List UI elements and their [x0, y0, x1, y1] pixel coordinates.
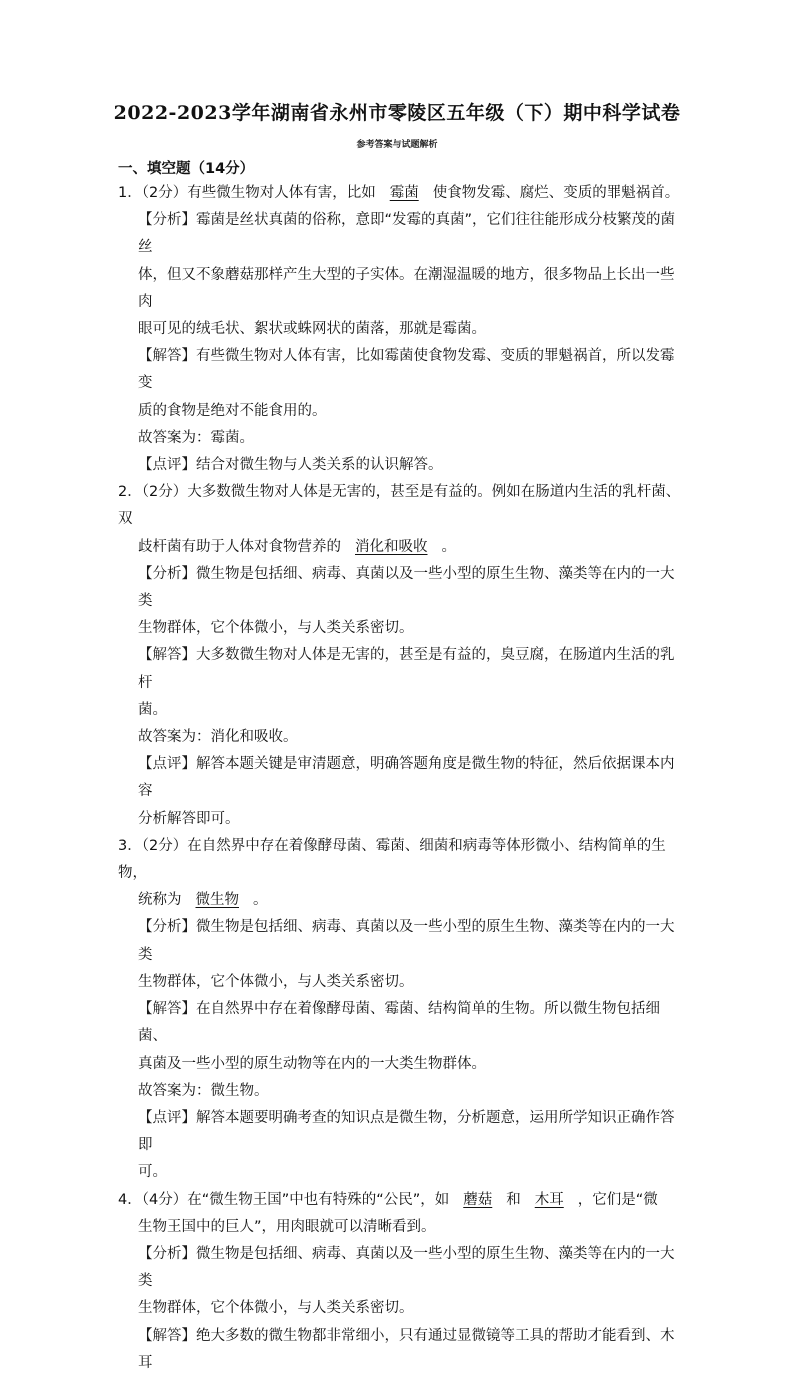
analysis-line: 【分析】微生物是包括细、病毒、真菌以及一些小型的原生生物、藻类等在内的一大类 — [138, 565, 675, 610]
solution-line: 质的食物是绝对不能食用的。 — [138, 402, 327, 419]
comment-tag: 【点评】 — [138, 756, 196, 773]
solution-line: 【解答】绝大多数的微生物都非常细小，只有通过显微镜等工具的帮助才能看到、木耳 — [138, 1327, 675, 1371]
comment-line: 【点评】结合对微生物与人类关系的认识解答。 — [138, 457, 443, 474]
question-2-stem: 2．（2分）大多数微生物对人体是无害的，甚至是有益的。例如在肠道内生活的乳杆菌、双 — [118, 484, 681, 528]
comment-line: 分析解答即可。 — [138, 810, 240, 827]
solution-tag: 【解答】 — [138, 1001, 196, 1018]
page-subtitle: 参考答案与试题解析 — [356, 140, 438, 150]
question-1-stem: 1．（2分）有些微生物对人体有害，比如 霉菌 使食物发霉、腐烂、变质的罪魁祸首。 — [118, 180, 688, 207]
solution-line: 【解答】在自然界中存在着像酵母菌、霉菌、结构简单的生物。所以微生物包括细菌、 — [138, 1001, 660, 1045]
question-3-stem-cont: 统称为 微生物 。 — [118, 887, 688, 914]
answer-blank: 消化和吸收 — [355, 538, 428, 555]
question-3-stem: 3．（2分）在自然界中存在着像酵母菌、霉菌、细菌和病毒等体形微小、结构简单的生物， — [118, 837, 666, 882]
answer-summary: 故答案为：微生物。 — [138, 1082, 269, 1099]
question-2 — [118, 479, 688, 833]
comment-tag: 【点评】 — [138, 1109, 196, 1126]
analysis-tag: 【分析】 — [138, 212, 196, 229]
question-4 — [118, 1187, 688, 1377]
analysis-tag: 【分析】 — [138, 1245, 196, 1262]
analysis-tag: 【分析】 — [138, 919, 196, 936]
question-4-stem: 4．（4分）在“微生物王国”中也有特殊的“公民”，如 蘑菇 和 木耳 ，它们是“微 — [118, 1187, 688, 1214]
analysis-line: 【分析】微生物是包括细、病毒、真菌以及一些小型的原生生物、藻类等在内的一大类 — [138, 1245, 675, 1290]
comment-line: 【点评】解答本题要明确考查的知识点是微生物，分析题意，运用所学知识正确作答即 — [138, 1109, 675, 1154]
solution-line: 【解答】大多数微生物对人体是无害的，甚至是有益的，臭豆腐，在肠道内生活的乳杆 — [138, 647, 675, 691]
solution-tag: 【解答】 — [138, 647, 196, 664]
analysis-tag: 【分析】 — [138, 565, 196, 582]
analysis-line: 生物群体，它个体微小，与人类关系密切。 — [138, 1300, 414, 1317]
comment-line: 可。 — [138, 1164, 167, 1181]
solution-line: 菌。 — [138, 701, 167, 718]
question-4-stem-cont: 生物王国中的巨人”，用肉眼就可以清晰看到。 — [138, 1218, 436, 1235]
comment-tag: 【点评】 — [138, 457, 196, 474]
analysis-line: 眼可见的绒毛状、絮状或蛛网状的菌落，那就是霉菌。 — [138, 321, 486, 338]
solution-tag: 【解答】 — [138, 1327, 196, 1344]
analysis-line: 【分析】霉菌是丝状真菌的俗称，意即“发霉的真菌”，它们往往能形成分枝繁茂的菌丝 — [138, 212, 676, 256]
comment-line: 【点评】解答本题关键是审清题意，明确答题角度是微生物的特征，然后依据课本内容 — [138, 756, 675, 800]
answer-blank: 木耳 — [534, 1191, 564, 1208]
analysis-line: 体，但又不象蘑菇那样产生大型的子实体。在潮湿温暖的地方，很多物品上长出一些肉 — [138, 266, 675, 310]
analysis-line: 生物群体，它个体微小，与人类关系密切。 — [138, 973, 414, 990]
questions-body — [118, 180, 688, 1377]
section-heading: 一、填空题（14分） — [118, 161, 255, 177]
question-3 — [118, 833, 688, 1187]
answer-blank: 霉菌 — [389, 185, 419, 201]
answer-summary: 故答案为：消化和吸收。 — [138, 729, 298, 746]
solution-line: 真菌及一些小型的原生动物等在内的一大类生物群体。 — [138, 1055, 486, 1072]
answer-blank: 微生物 — [195, 892, 239, 909]
analysis-line: 【分析】微生物是包括细、病毒、真菌以及一些小型的原生生物、藻类等在内的一大类 — [138, 919, 675, 963]
question-2-stem-cont: 歧杆菌有助于人体对食物营养的 消化和吸收 。 — [118, 534, 688, 561]
answer-blank: 蘑菇 — [463, 1191, 493, 1208]
solution-tag: 【解答】 — [138, 348, 196, 365]
answer-summary: 故答案为：霉菌。 — [138, 429, 254, 446]
solution-line: 【解答】有些微生物对人体有害，比如霉菌使食物发霉、变质的罪魁祸首，所以发霉变 — [138, 348, 675, 392]
page-title: 2022-2023学年湖南省永州市零陵区五年级（下）期中科学试卷 — [113, 102, 681, 124]
question-1 — [118, 180, 688, 479]
analysis-line: 生物群体，它个体微小，与人类关系密切。 — [138, 620, 414, 637]
